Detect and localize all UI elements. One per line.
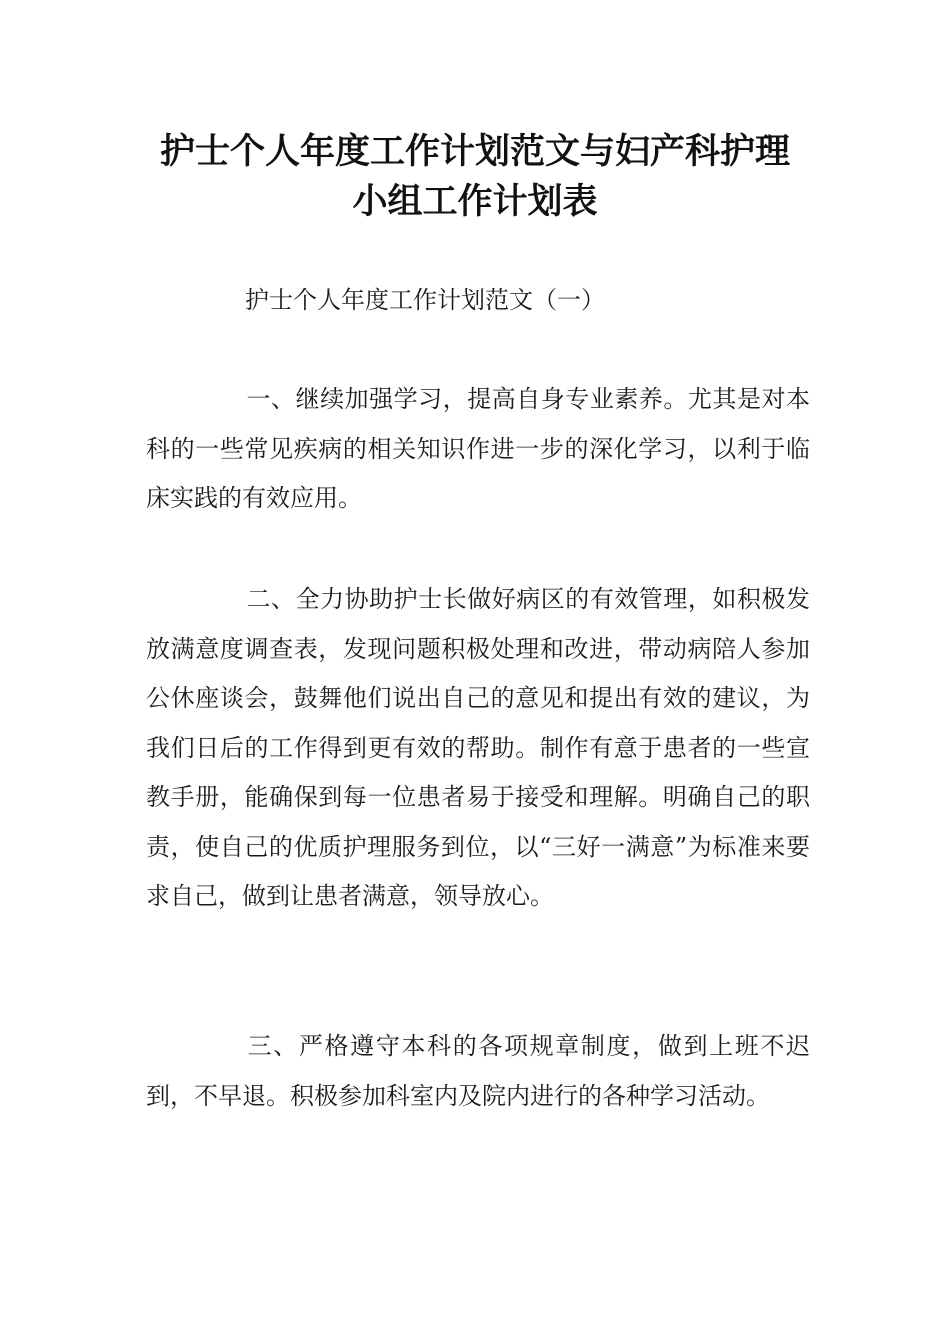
paragraph-3 — [146, 1022, 810, 1121]
paragraph-1-text: 一、继续加强学习，提高自身专业素养。尤其是对本科的一些常见疾病的相关知识作进一步的深化学习，以利于临床实践的有效应用。 — [146, 385, 810, 512]
paragraph-2-text: 二、全力协助护士长做好病区的有效管理，如积极发放满意度调查表，发现问题积极处理和改进，带动病陪人参加公休座谈会，鼓舞他们说出自己的意见和提出有效的建议，为我们日后的工作得到更有效的帮助。制作有意于患者的一些宣教手册，能确保到每一位患者易于接受和理解。明确自己的职责，使自己的优质护理服务到位，以“三好一满意”为标准来要求自己，做到让患者满意，领导放心。 — [146, 585, 810, 910]
section-heading: 护士个人年度工作计划范文（一） — [245, 286, 605, 314]
document-title-line-2: 小组工作计划表 — [352, 182, 598, 222]
paragraph-1 — [146, 375, 810, 524]
document-title-line-1: 护士个人年度工作计划范文与妇产科护理 — [159, 132, 790, 172]
paragraph-2 — [146, 575, 810, 922]
paragraph-3-text: 三、严格遵守本科的各项规章制度，做到上班不迟到，不早退。积极参加科室内及院内进行的各种学习活动。 — [146, 1032, 810, 1110]
